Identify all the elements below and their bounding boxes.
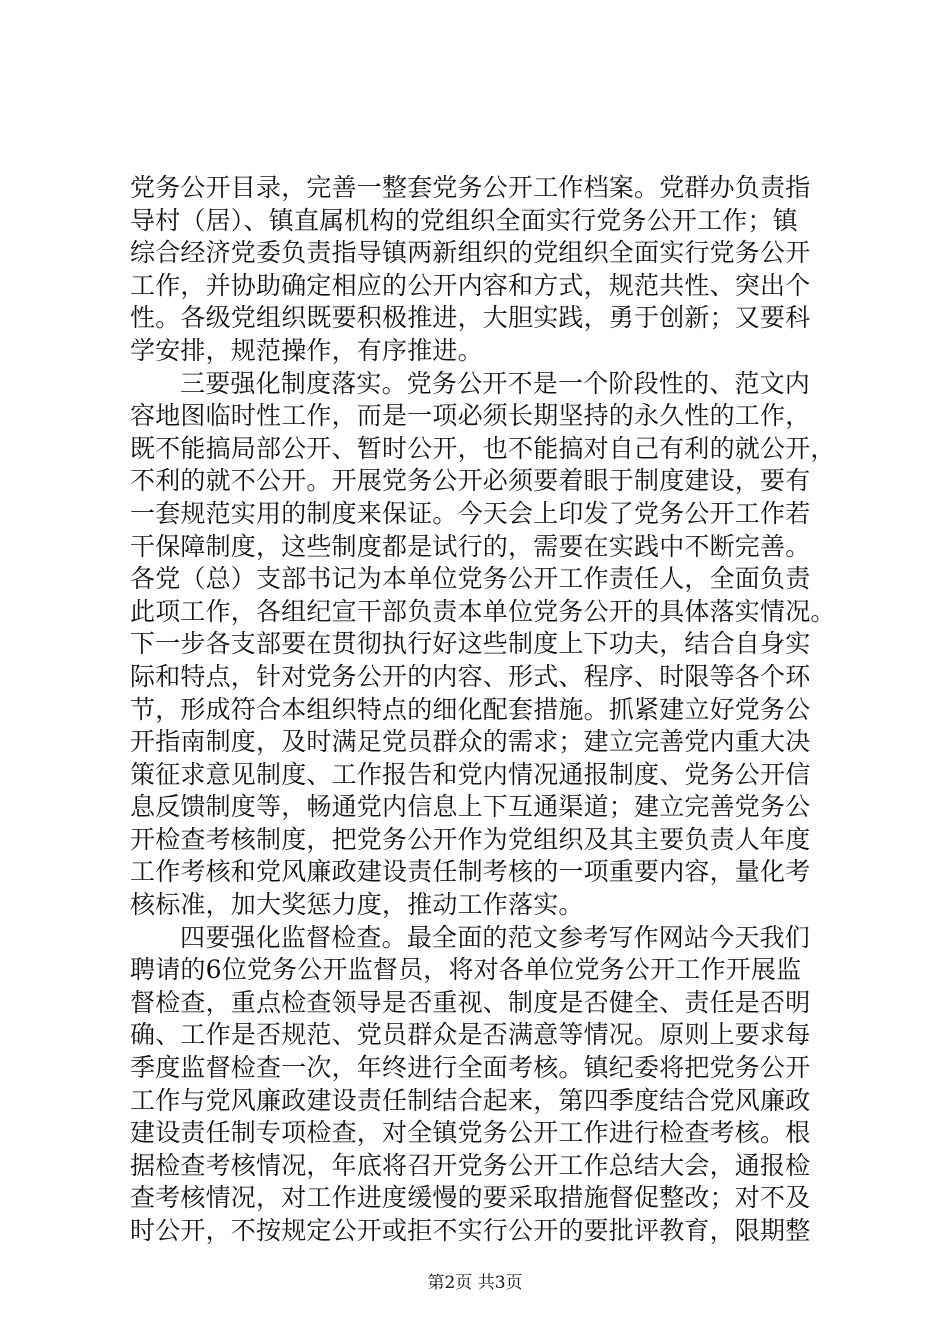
text-line: 四要强化监督检查。最全面的范文参考写作网站今天我们 [180, 922, 811, 952]
text-line: 不利的就不公开。开展党务公开必须要着眼于制度建设，要有 [130, 466, 811, 496]
text-line: 工作与党风廉政建设责任制结合起来，第四季度结合党风廉政 [130, 1085, 811, 1115]
text-line: 工作，并协助确定相应的公开内容和方式，规范共性、突出个 [130, 270, 811, 300]
text-line: 容地图临时性工作，而是一项必须长期坚持的永久性的工作， [130, 401, 811, 431]
text-line: 此项工作，各组纪宣干部负责本单位党务公开的具体落实情况。 [130, 596, 836, 626]
text-line: 学安排，规范操作，有序推进。 [130, 335, 483, 365]
text-line: 建设责任制专项检查，对全镇党务公开工作进行检查考核。根 [130, 1118, 811, 1148]
body-text [130, 172, 836, 1248]
text-line: 策征求意见制度、工作报告和党内情况通报制度、党务公开信 [130, 759, 811, 789]
text-line: 下一步各支部要在贯彻执行好这些制度上下功夫，结合自身实 [130, 629, 811, 659]
text-line: 既不能搞局部公开、暂时公开，也不能搞对自己有利的就公开， [130, 433, 836, 463]
text-line: 三要强化制度落实。党务公开不是一个阶段性的、范文内 [180, 368, 811, 398]
text-line: 督检查，重点检查领导是否重视、制度是否健全、责任是否明 [130, 987, 811, 1017]
text-line: 节，形成符合本组织特点的细化配套措施。抓紧建立好党务公 [130, 694, 811, 724]
text-line: 导村（居）、镇直属机构的党组织全面实行党务公开工作；镇 [130, 205, 798, 235]
text-line: 际和特点，针对党务公开的内容、形式、程序、时限等各个环 [130, 661, 811, 691]
text-line: 各党（总）支部书记为本单位党务公开工作责任人，全面负责 [130, 564, 811, 594]
text-line: 确、工作是否规范、党员群众是否满意等情况。原则上要求每 [130, 1020, 811, 1050]
text-line: 性。各级党组织既要积极推进，大胆实践，勇于创新；又要科 [130, 303, 811, 333]
text-line: 季度监督检查一次，年终进行全面考核。镇纪委将把党务公开 [130, 1053, 811, 1083]
text-line: 工作考核和党风廉政建设责任制考核的一项重要内容，量化考 [130, 857, 811, 887]
text-line: 开指南制度，及时满足党员群众的需求；建立完善党内重大决 [130, 727, 811, 757]
text-line: 核标准，加大奖惩力度，推动工作落实。 [130, 890, 584, 920]
text-line: 查考核情况，对工作进度缓慢的要采取措施督促整改；对不及 [130, 1183, 811, 1213]
text-line: 综合经济党委负责指导镇两新组织的党组织全面实行党务公开 [130, 238, 811, 268]
page-footer: 第2页 共3页 [427, 1273, 523, 1293]
text-line: 党务公开目录，完善一整套党务公开工作档案。党群办负责指 [130, 173, 811, 202]
text-line: 息反馈制度等，畅通党内信息上下互通渠道；建立完善党务公 [130, 792, 811, 822]
text-line: 干保障制度，这些制度都是试行的，需要在实践中不断完善。 [130, 531, 811, 561]
text-line: 开检查考核制度，把党务公开作为党组织及其主要负责人年度 [130, 824, 811, 854]
text-line: 据检查考核情况，年底将召开党务公开工作总结大会，通报检 [130, 1150, 811, 1180]
text-line: 时公开，不按规定公开或拒不实行公开的要批评教育，限期整 [130, 1216, 811, 1245]
text-line: 一套规范实用的制度来保证。今天会上印发了党务公开工作若 [130, 498, 811, 528]
text-line: 聘请的6位党务公开监督员，将对各单位党务公开工作开展监 [130, 955, 802, 985]
